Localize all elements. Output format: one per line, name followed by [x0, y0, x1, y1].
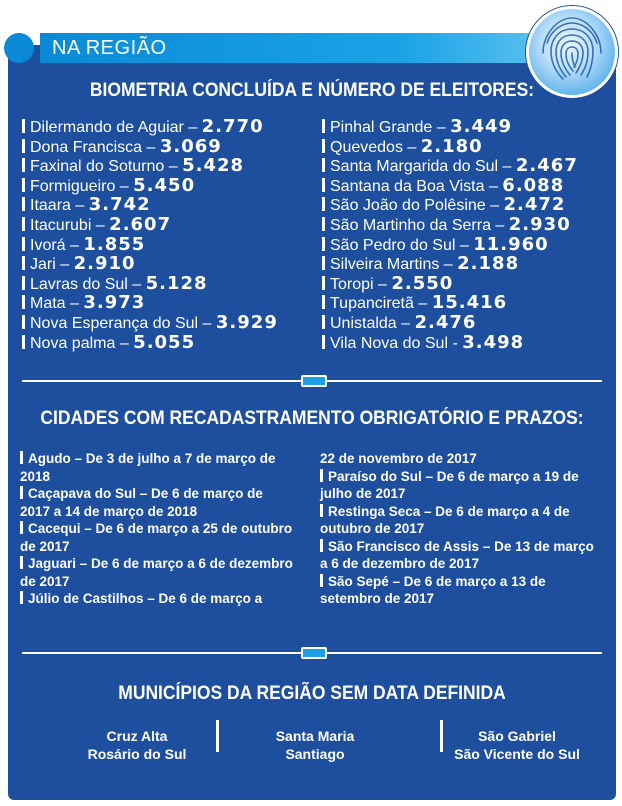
list-item: São Martinho da Serra – 2.930 [322, 216, 578, 236]
municipality-name: São Gabriel [478, 728, 556, 744]
list-item: Dona Francisca – 3.069 [22, 138, 278, 158]
section1-title: BIOMETRIA CONCLUÍDA E NÚMERO DE ELEITORES: [89, 80, 535, 101]
column-separator [216, 720, 219, 752]
list-item: Ivorá – 1.855 [22, 236, 278, 256]
bullet-bar [20, 521, 23, 534]
bullet-bar [320, 504, 323, 517]
municipality-name: Santiago [285, 746, 345, 762]
list-item-continuation: 22 de novembro de 2017 [320, 451, 477, 466]
list-item: Silveira Martins – 2.188 [322, 255, 578, 275]
list-item: Dilermando de Aguiar – 2.770 [22, 118, 278, 138]
list-item: Agudo – De 3 de julho a 7 de março de 2018 [20, 451, 276, 484]
electors-list-left [22, 118, 278, 353]
list-item: Jari – 2.910 [22, 255, 278, 275]
deadlines-list-right [320, 450, 595, 608]
bullet-bar [20, 591, 23, 604]
bullet-bar [20, 486, 23, 499]
list-item: Vila Nova do Sul - 3.498 [322, 334, 578, 354]
bullet-bar [320, 574, 323, 587]
list-item: Unistalda – 2.476 [322, 314, 578, 334]
bullet-bar [320, 539, 323, 552]
list-item: Toropi – 2.550 [322, 275, 578, 295]
tag-label: NA REGIÃO [52, 37, 167, 59]
list-item: Jaguari – De 6 de março a 6 de dezembro de 2017 [20, 556, 293, 589]
municipality-name: Santa Maria [275, 728, 355, 744]
list-item: Santana da Boa Vista – 6.088 [322, 177, 578, 197]
section-tag [4, 33, 564, 63]
list-item: São Pedro do Sul – 11.960 [322, 236, 578, 256]
bullet-bar [20, 556, 23, 569]
list-item: Júlio de Castilhos – De 6 de março a [20, 590, 295, 608]
divider-marker [301, 647, 327, 659]
list-item: São Francisco de Assis – De 13 de março a 6 de dezembro de 2017 [320, 538, 594, 571]
list-item: Tupanciretã – 15.416 [322, 294, 578, 314]
municipality-name: São Vicente do Sul [454, 746, 580, 762]
bullet-bar [20, 451, 23, 464]
bullet-bar [320, 469, 323, 482]
list-item: Formigueiro – 5.450 [22, 177, 278, 197]
tag-circle [4, 33, 34, 63]
list-item: Lavras do Sul – 5.128 [22, 275, 278, 295]
list-item: Paraíso do Sul – De 6 de março a 19 de julho de 2017 [320, 468, 579, 501]
list-item: Caçapava do Sul – De 6 de março de 2017 a 14 de março de 2018 [20, 486, 263, 519]
divider-marker [301, 375, 327, 387]
list-item: Itaara – 3.742 [22, 196, 278, 216]
list-item: Pinhal Grande – 3.449 [322, 118, 578, 138]
electors-list-right [322, 118, 578, 353]
list-item: Cacequi – De 6 de março a 25 de outubro de 2017 [20, 521, 293, 554]
list-item: Nova Esperança do Sul – 3.929 [22, 314, 278, 334]
list-item: Mata – 3.973 [22, 294, 278, 314]
municipality-column [240, 727, 390, 763]
municipality-name: Rosário do Sul [87, 746, 187, 762]
municipality-column [62, 727, 212, 763]
municipality-name: Cruz Alta [106, 728, 168, 744]
list-item: Itacurubi – 2.607 [22, 216, 278, 236]
section2-title: CIDADES COM RECADASTRAMENTO OBRIGATÓRIO E PRAZOS: [40, 408, 584, 429]
list-item: São Sepé – De 6 de março a 13 de setembro de 2017 [320, 573, 546, 606]
section3-title: MUNICÍPIOS DA REGIÃO SEM DATA DEFINIDA [118, 683, 506, 704]
municipality-column [442, 727, 592, 763]
deadlines-list-left [20, 450, 295, 608]
list-item: Nova palma – 5.055 [22, 334, 278, 354]
list-item: Santa Margarida do Sul – 2.467 [322, 157, 578, 177]
list-item: Faxinal do Soturno – 5.428 [22, 157, 278, 177]
list-item: Quevedos – 2.180 [322, 138, 578, 158]
list-item: Restinga Seca – De 6 de março a 4 de outubro de 2017 [320, 503, 570, 536]
list-item: São João do Polêsine – 2.472 [322, 196, 578, 216]
